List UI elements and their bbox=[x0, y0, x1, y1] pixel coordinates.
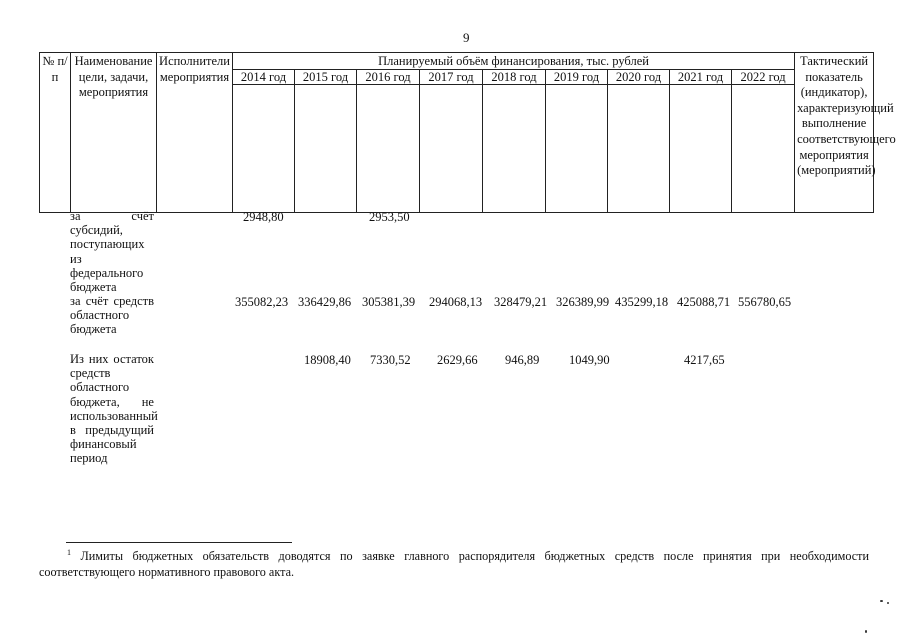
header-year: 2014 год bbox=[233, 70, 295, 85]
footnote-text: Лимиты бюджетных обязательств доводятся по заявке главного распорядителя бюджетных средств после принятия при необходимости соответствующего нормативного правового акта. bbox=[39, 549, 869, 579]
funding-table-header bbox=[39, 52, 896, 213]
cell-value: 4217,65 bbox=[684, 353, 725, 367]
row-label-regional: за счёт средств областного бюджета bbox=[70, 294, 154, 337]
header-year: 2019 год bbox=[546, 70, 608, 85]
cell-value: 2953,50 bbox=[369, 210, 410, 224]
footnote-rule bbox=[66, 542, 292, 543]
cell-value: 326389,99 bbox=[556, 295, 610, 309]
cell-value: 2629,66 bbox=[437, 353, 478, 367]
cell-value: 425088,71 bbox=[677, 295, 731, 309]
scan-speck bbox=[880, 600, 883, 602]
header-year: 2016 год bbox=[357, 70, 420, 85]
cell-value: 435299,18 bbox=[615, 295, 669, 309]
cell-value: 18908,40 bbox=[304, 353, 351, 367]
header-year: 2020 год bbox=[608, 70, 670, 85]
cell-value: 294068,13 bbox=[429, 295, 483, 309]
footnote bbox=[39, 545, 869, 580]
header-year: 2015 год bbox=[295, 70, 357, 85]
cell-value: 305381,39 bbox=[362, 295, 416, 309]
page-number: 9 bbox=[463, 30, 470, 45]
scan-speck bbox=[865, 630, 867, 633]
cell-value: 556780,65 bbox=[738, 295, 792, 309]
cell-value: 336429,86 bbox=[298, 295, 352, 309]
header-funding: Планируемый объём финансирования, тыс. рублей bbox=[233, 53, 795, 70]
header-indicator: Тактический показатель (индикатор), характеризующий выполнение соответствующего мероприятия (мероприятий) bbox=[795, 53, 874, 213]
cell-value: 946,89 bbox=[505, 353, 540, 367]
cell-value: 2948,80 bbox=[243, 210, 284, 224]
cell-value: 7330,52 bbox=[370, 353, 411, 367]
header-year: 2018 год bbox=[483, 70, 546, 85]
header-year: 2021 год bbox=[670, 70, 732, 85]
scan-speck bbox=[887, 602, 889, 604]
header-year: 2022 год bbox=[732, 70, 795, 85]
row-label-federal: за счёт субсидий, поступающих из федерального бюджета bbox=[70, 209, 154, 295]
header-num: № п/п bbox=[40, 53, 71, 213]
header-year: 2017 год bbox=[420, 70, 483, 85]
cell-value: 328479,21 bbox=[494, 295, 548, 309]
header-name: Наименование цели, задачи, мероприятия bbox=[71, 53, 157, 213]
cell-value: 355082,23 bbox=[235, 295, 289, 309]
footnote-marker: 1 bbox=[67, 548, 71, 557]
row-label-remainder: Из них остаток средств областного бюджета, не использованный в предыдущий финансовый период bbox=[70, 352, 158, 466]
cell-value: 1049,90 bbox=[569, 353, 610, 367]
header-executors: Исполнители мероприятия bbox=[157, 53, 233, 213]
